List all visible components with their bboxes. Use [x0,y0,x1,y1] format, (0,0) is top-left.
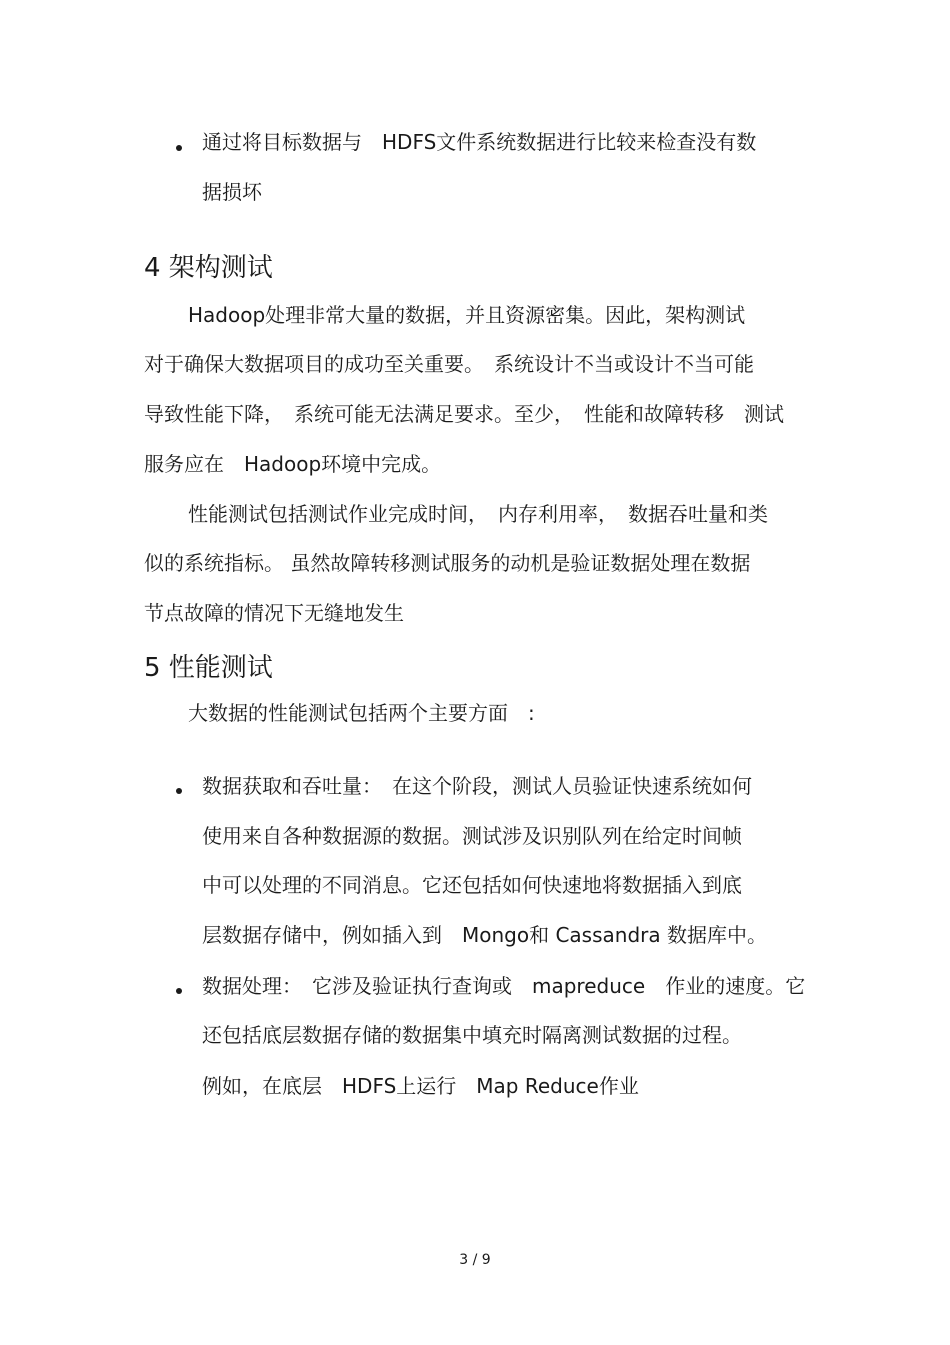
bullet-line: 通过将目标数据与 HDFS文件系统数据进行比较来检查没有数 [202,130,757,154]
paragraph-line: Hadoop处理非常大量的数据，并且资源密集。因此，架构测试 [188,303,746,327]
section-heading: 4 架构测试 [144,253,273,283]
paragraph-line: 服务应在 Hadoop环境中完成。 [144,452,442,476]
bullet-line: 数据获取和吞吐量： 在这个阶段，测试人员验证快速系统如何 [202,774,752,798]
paragraph-line: 大数据的性能测试包括两个主要方面 : [188,701,535,725]
bullet-line: 还包括底层数据存储的数据集中填充时隔离测试数据的过程。 [202,1023,742,1047]
paragraph-line: 导致性能下降， 系统可能无法满足要求。至少， 性能和故障转移 测试 [144,402,784,426]
bullet-line: 使用来自各种数据源的数据。测试涉及识别队列在给定时间帧 [202,824,742,848]
bullet-line: 数据处理： 它涉及验证执行查询或 mapreduce 作业的速度。它 [202,974,806,998]
paragraph-line: 对于确保大数据项目的成功至关重要。 系统设计不当或设计不当可能 [144,352,754,376]
bullet-line: 层数据存储中，例如插入到 Mongo和 Cassandra 数据库中。 [202,923,767,947]
paragraph-line: 似的系统指标。 虽然故障转移测试服务的动机是验证数据处理在数据 [144,551,751,575]
bullet-dot [176,788,182,794]
bullet-line: 据损坏 [202,180,262,204]
section-heading: 5 性能测试 [144,653,273,683]
bullet-line: 例如，在底层 HDFS上运行 Map Reduce作业 [202,1074,639,1098]
bullet-line: 中可以处理的不同消息。它还包括如何快速地将数据插入到底 [202,873,742,897]
page-number: 3 / 9 [459,1252,491,1268]
bullet-dot [176,145,182,151]
paragraph-line: 节点故障的情况下无缝地发生 [144,601,404,625]
paragraph-line: 性能测试包括测试作业完成时间， 内存利用率， 数据吞吐量和类 [188,502,768,526]
bullet-dot [176,988,182,994]
